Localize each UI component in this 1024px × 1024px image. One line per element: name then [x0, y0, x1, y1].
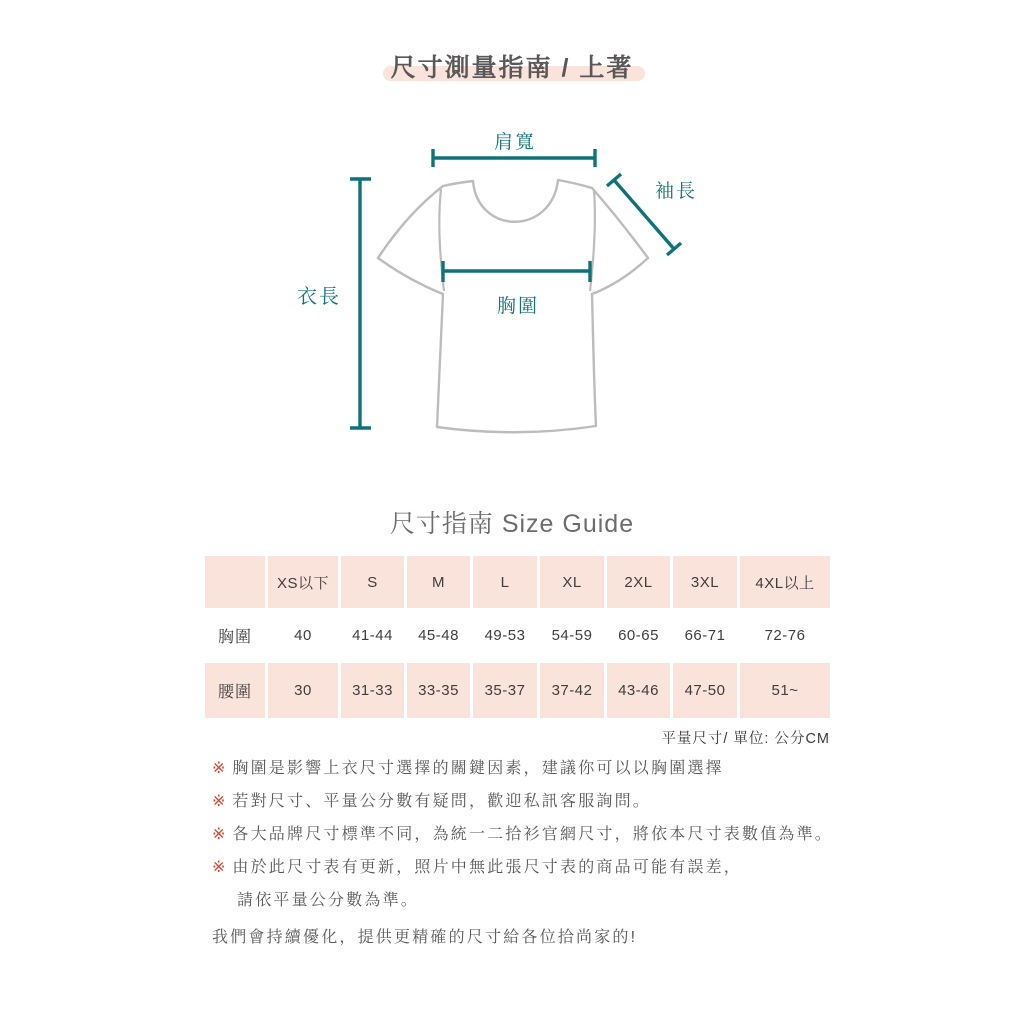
note-marker-icon: ※ — [212, 760, 226, 777]
table-cell: 54-59 — [537, 608, 604, 663]
table-row-label: 胸圍 — [217, 629, 252, 646]
garment-length-measure-line — [350, 179, 371, 428]
table-header-cell: M — [404, 556, 470, 608]
table-header-cell: L — [470, 556, 537, 608]
table-cell: 43-46 — [604, 663, 670, 718]
notes-footer: 我們會持續優化，提供更精確的尺寸給各位拾尚家的! — [212, 929, 638, 946]
table-cell: 45-48 — [404, 608, 470, 663]
note-marker-icon: ※ — [212, 826, 226, 843]
note-text: 由於此尺寸表有更新，照片中無此張尺寸表的商品可能有誤差， — [232, 859, 743, 876]
note-marker-icon: ※ — [212, 859, 226, 876]
table-header-cell: S — [338, 556, 404, 608]
page-header — [0, 48, 1024, 84]
note-item — [212, 791, 892, 812]
table-header-cell: XL — [537, 556, 604, 608]
table-cell: 49-53 — [470, 608, 537, 663]
page-title: 尺寸測量指南 / 上著 — [390, 54, 634, 82]
table-cell: 30 — [265, 663, 338, 718]
shoulder-width-label: 肩寬 — [494, 132, 537, 153]
table-cell: 66-71 — [670, 608, 737, 663]
notes-section — [212, 758, 892, 948]
table-header-cell: 4XL以上 — [737, 556, 830, 608]
table-cell: 51~ — [737, 663, 830, 718]
table-header-cell: XS以下 — [265, 556, 338, 608]
page-title-wrap — [391, 48, 634, 84]
table-cell: 37-42 — [537, 663, 604, 718]
table-cell: 31-33 — [338, 663, 404, 718]
garment-length-label: 衣長 — [297, 286, 341, 308]
note-item — [212, 857, 892, 878]
note-text: 胸圍是影響上衣尺寸選擇的關鍵因素，建議你可以以胸圍選擇 — [232, 760, 724, 777]
sleeve-length-label: 袖長 — [655, 181, 698, 202]
note-marker-icon: ※ — [212, 793, 226, 810]
table-header-cell — [205, 556, 265, 608]
note-text: 各大品牌尺寸標準不同，為統一二拾衫官網尺寸，將依本尺寸表數值為準。 — [232, 826, 834, 843]
note-item — [212, 758, 892, 779]
table-row-label: 腰圍 — [205, 663, 265, 718]
table-header-cell: 3XL — [670, 556, 737, 608]
table-cell: 60-65 — [604, 608, 670, 663]
note-item — [212, 824, 892, 845]
measurement-unit-note: 平量尺寸/ 單位: 公分CM — [661, 731, 830, 747]
table-header-cell: 2XL — [604, 556, 670, 608]
table-cell: 72-76 — [737, 608, 830, 663]
note-text: 若對尺寸、平量公分數有疑問，歡迎私訊客服詢問。 — [232, 793, 652, 810]
note-continuation: 請依平量公分數為準。 — [237, 892, 420, 909]
table-cell: 35-37 — [470, 663, 537, 718]
table-cell: 47-50 — [670, 663, 737, 718]
chest-label: 胸圍 — [497, 296, 540, 317]
table-cell: 33-35 — [404, 663, 470, 718]
size-guide-section-title: 尺寸指南 Size Guide — [389, 510, 635, 538]
size-table — [205, 556, 830, 718]
table-cell: 41-44 — [338, 608, 404, 663]
table-cell: 40 — [265, 608, 338, 663]
